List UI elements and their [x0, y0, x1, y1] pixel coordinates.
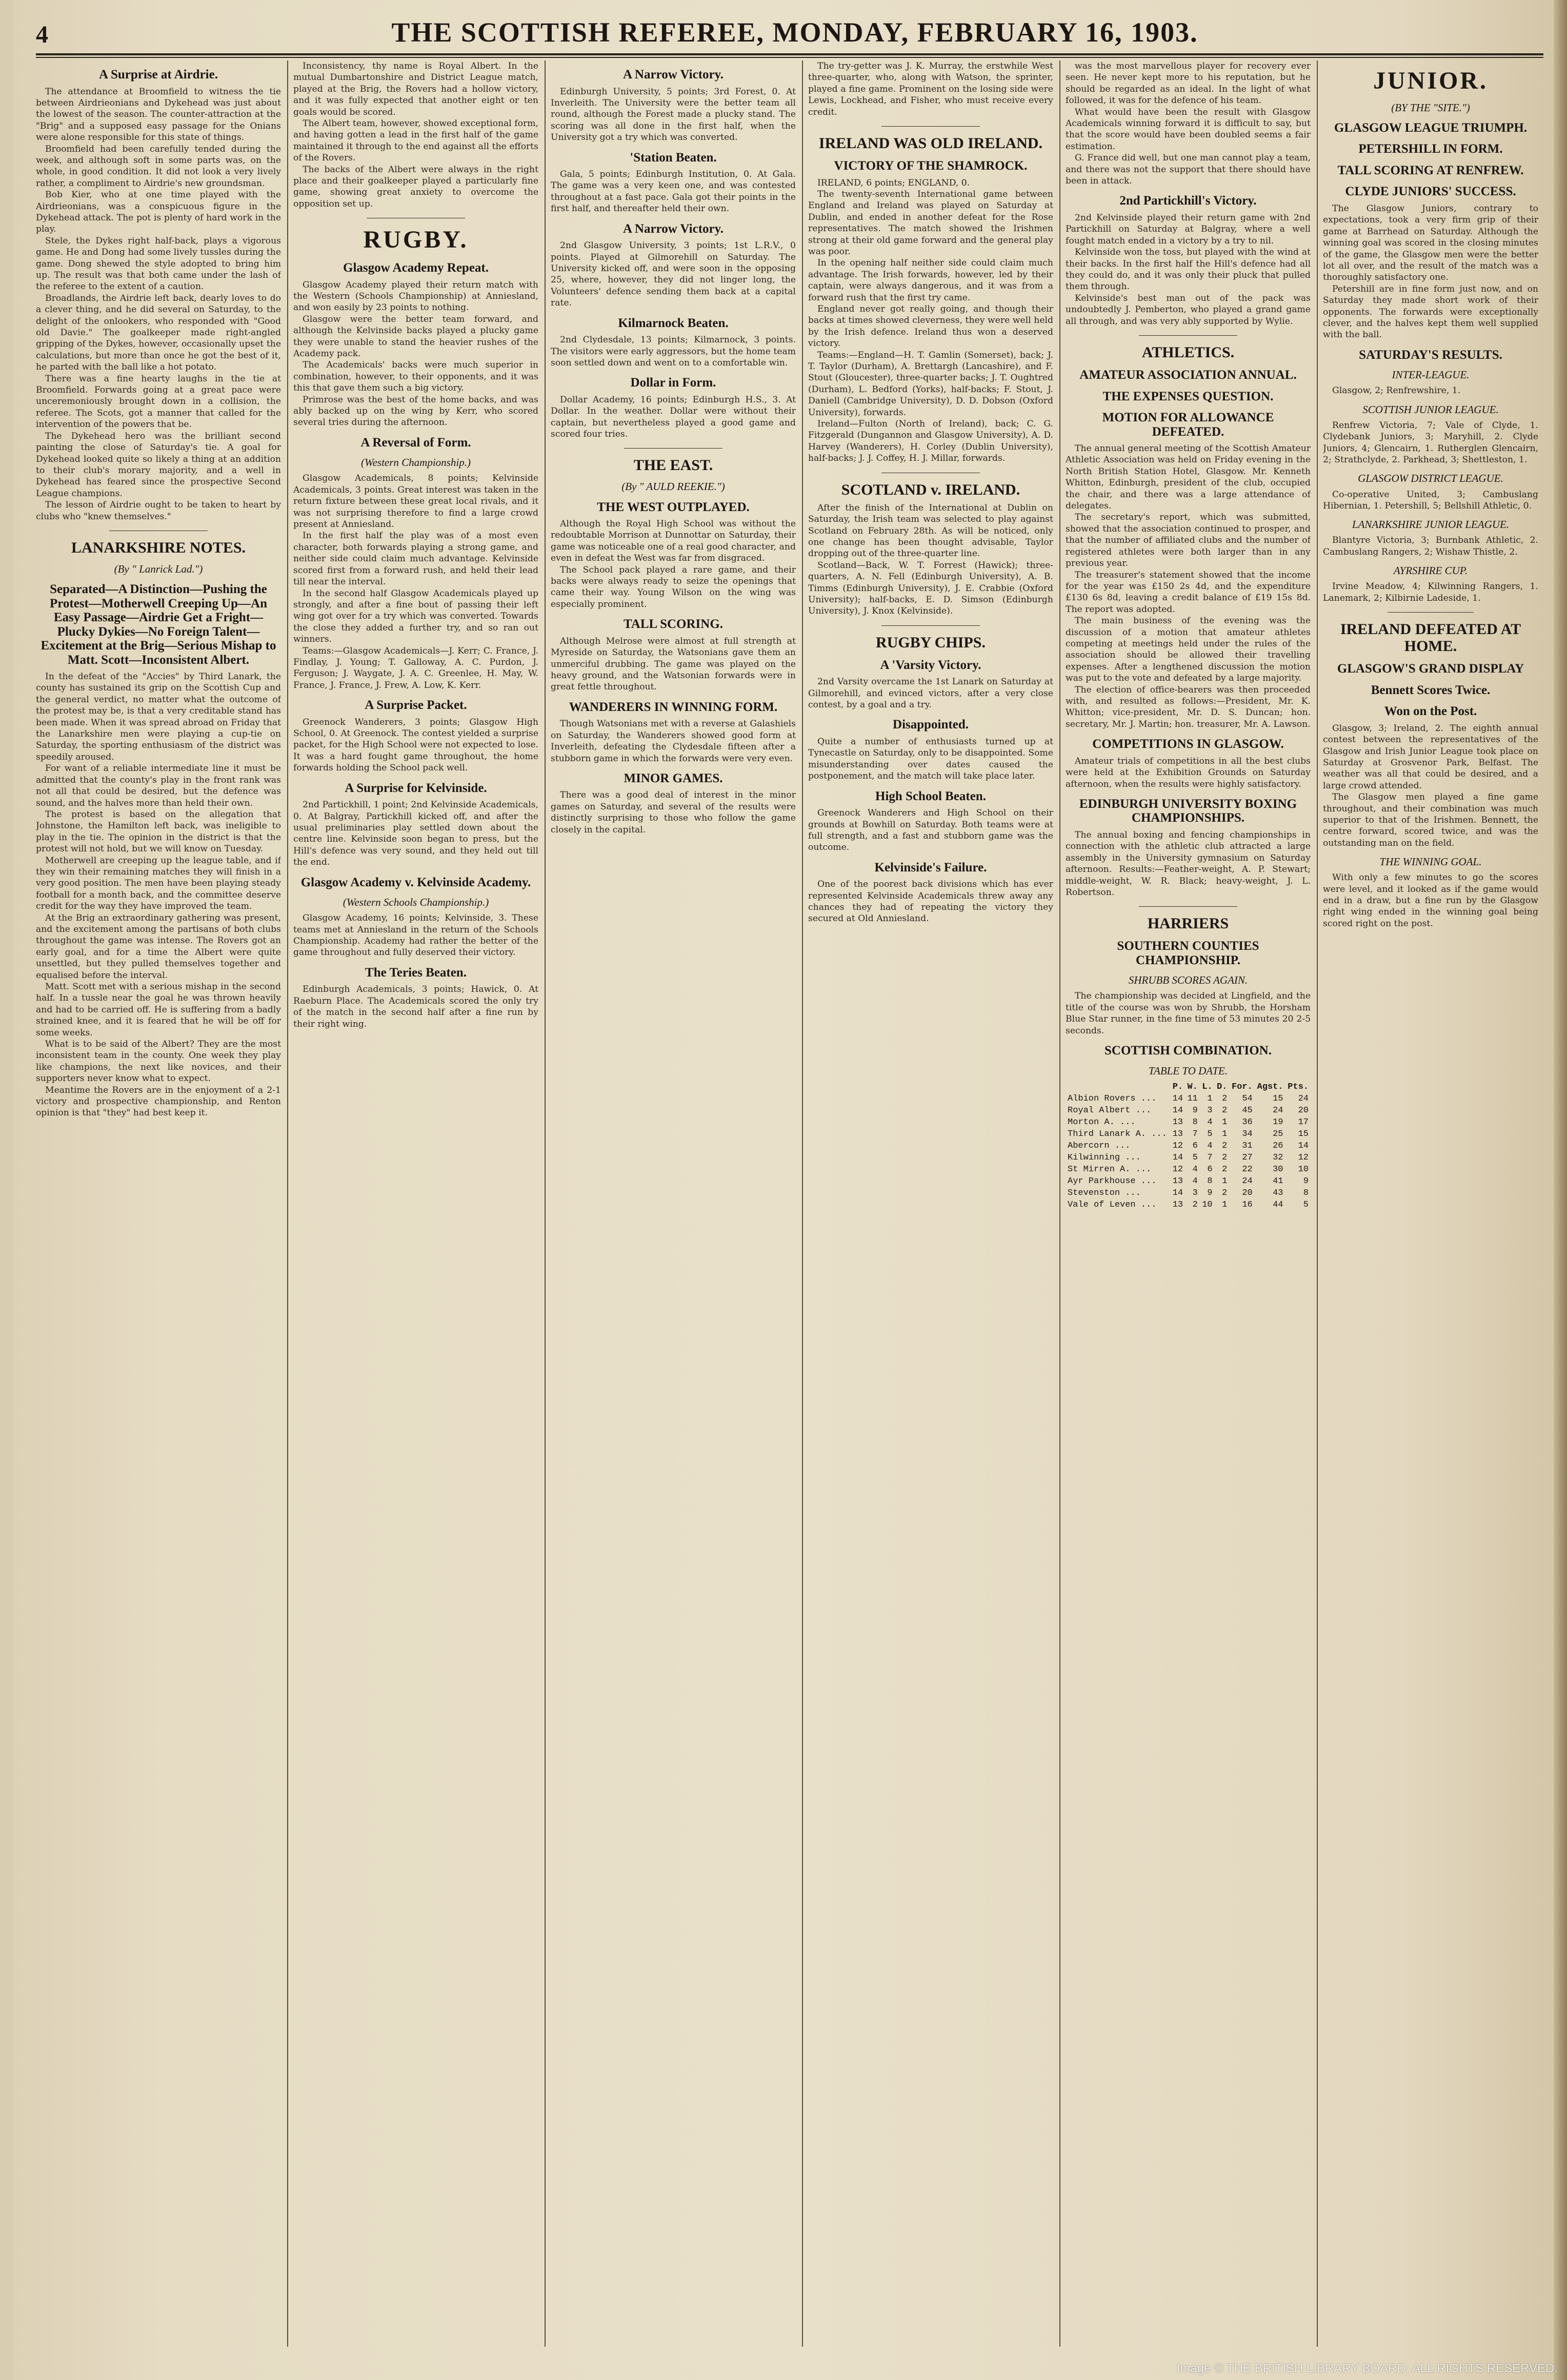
column-divider [1059, 60, 1060, 2347]
table-row [1066, 1152, 1311, 1164]
article-paragraph: Broomfield had been carefully tended during the week, and although soft in some parts was, on the whole, in good condition. It did not look a very lively rather, a compliment to Airdrie's new groundsman. [36, 144, 281, 189]
article-paragraph: Ireland—Fulton (North of Ireland), back; C. G. Fitzgerald (Dungannon and Glasgow University), A. D. Harvey (Wanderers), H. Corley (Dublin University), half-backs; J. J. Coffey, H. J. Millar, forwards. [808, 419, 1053, 464]
article-paragraph: What would have been the result with Glasgow Academicals winning forward it is difficult to say, but that the score would have been doubled seems a fair estimation. [1066, 107, 1311, 152]
article-heading: TALL SCORING. [623, 617, 724, 632]
table-cell: 54 [1242, 1093, 1253, 1104]
article-paragraph: The lesson of Airdrie ought to be taken to heart by clubs who "knew themselves." [36, 500, 281, 522]
article-heading: SATURDAY'S RESULTS. [1359, 348, 1502, 362]
article-paragraph: Renfrew Victoria, 7; Vale of Clyde, 1. Clydebank Juniors, 3; Maryhill, 2. Clyde Juniors, 4; Glencairn, 1. Rutherglen Glencairn, 2; Strathclyde, 2. Parkhead, 3; Shettleston, 1. [1323, 420, 1538, 465]
table-cell: 1 [1222, 1129, 1228, 1139]
table-cell: 9 [1192, 1105, 1198, 1115]
section-divider [881, 126, 979, 127]
article-heading: Kelvinside's Failure. [874, 860, 987, 874]
table-cell: Kilwinning ... [1068, 1152, 1141, 1163]
article-heading: THE EAST. [633, 457, 713, 474]
article-paragraph: The championship was decided at Lingfield, and the title of the course was won by Shrubb, the Horsham Blue Star runner, in the fine time of 53 minutes 20 2-5 seconds. [1066, 991, 1311, 1036]
table-cell: 5 [1303, 1199, 1309, 1210]
article-paragraph: Quite a number of enthusiasts turned up at Tynecastle on Saturday, only to be disappointed. Some misunderstanding over dates caused the postponement, and the match will take place later. [808, 736, 1053, 782]
article-paragraph: Dollar Academy, 16 points; Edinburgh H.S., 3. At Dollar. In the weather. Dollar were without their captain, but nevertheless played a good game and scored four tries. [551, 394, 796, 440]
table-cell: Albion Rovers ... [1068, 1093, 1157, 1104]
table-cell: 9 [1303, 1176, 1309, 1186]
table-cell: 24 [1273, 1105, 1283, 1115]
table-cell: 14 [1172, 1105, 1183, 1115]
table-cell: 9 [1207, 1188, 1213, 1198]
table-cell: 1 [1222, 1176, 1228, 1186]
article-heading: A Surprise for Kelvinside. [345, 781, 487, 795]
article-heading: (Western Schools Championship.) [343, 896, 489, 909]
article-heading: GLASGOW'S GRAND DISPLAY [1337, 662, 1524, 676]
article-heading: WANDERERS IN WINNING FORM. [569, 700, 778, 714]
table-cell: 8 [1303, 1188, 1309, 1198]
table-cell: 20 [1242, 1188, 1253, 1198]
article-heading: High School Beaten. [875, 789, 986, 803]
table-cell: 27 [1242, 1152, 1253, 1163]
table-cell: Vale of Leven ... [1068, 1199, 1157, 1210]
table-cell: 2 [1222, 1152, 1228, 1163]
article-heading: A Narrow Victory. [622, 221, 724, 236]
masthead-rule [36, 53, 1543, 55]
table-cell: 26 [1273, 1141, 1283, 1151]
article-heading: AMATEUR ASSOCIATION ANNUAL. [1079, 368, 1297, 382]
masthead-rule-thin [36, 57, 1543, 58]
article-heading: LANARKSHIRE NOTES. [71, 539, 246, 556]
column-5 [1066, 60, 1311, 2347]
table-cell: 41 [1273, 1176, 1283, 1186]
article-paragraph: The try-getter was J. K. Murray, the erstwhile West three-quarter, who, along with Watson, the sprinter, played a fine game. Prominent on the losing side were Lewis, Lockhead, and Fisher, who must receive every credit. [808, 61, 1053, 117]
article-heading: INTER-LEAGUE. [1392, 369, 1470, 381]
table-cell: 14 [1172, 1152, 1183, 1163]
article-heading: CLYDE JUNIORS' SUCCESS. [1345, 185, 1516, 199]
article-paragraph: What is to be said of the Albert? They are the most inconsistent team in the county. One week they play like champions, the next like novices, and their supporters never know what to expect. [36, 1039, 281, 1084]
table-cell: 2 [1222, 1164, 1228, 1174]
article-heading: A 'Varsity Victory. [880, 658, 981, 672]
article-heading: LANARKSHIRE JUNIOR LEAGUE. [1352, 518, 1510, 531]
article-paragraph: At the Brig an extraordinary gathering was present, and the excitement among the partisans of both clubs throughout the game was intense. The Rovers got an early goal, and for a time the Albert were quite unsettled, but they pulled themselves together and equalised before the interval. [36, 912, 281, 981]
table-cell: 17 [1298, 1117, 1309, 1127]
article-heading: A Surprise Packet. [365, 698, 467, 713]
article-paragraph: The treasurer's statement showed that the income for the year was £150 2s 4d, and the expenditure £130 6s 8d, leaving a credit balance of £19 15s 8d. The report was adopted. [1066, 569, 1311, 615]
article-paragraph: In the second half Glasgow Academicals played up strongly, and after a fine bout of passing their left wing got over for a try which was converted. Towards the close they added a further try, and so ran out winners. [293, 588, 538, 645]
league-table-column-header: Pts. [1288, 1082, 1309, 1092]
article-paragraph: Greenock Wanderers, 3 points; Glasgow High School, 0. At Greenock. The contest yielded a surprise packet, for the High School were not expected to lose. It was a hard fought game throughout, the home forwards holding the School pack well. [293, 717, 538, 774]
article-heading: Won on the Post. [1384, 704, 1477, 719]
article-heading: SOUTHERN COUNTIES CHAMPIONSHIP. [1117, 939, 1259, 967]
table-cell: 15 [1273, 1093, 1283, 1104]
article-paragraph: 2nd Clydesdale, 13 points; Kilmarnock, 3 points. The visitors were early aggressors, but the home team soon settled down and went on to a comfortable win. [551, 335, 796, 368]
article-paragraph: Glasgow Academy played their return match with the Western (Schools Championship) at Anniesland, and won easily by 23 points to nothing. [293, 279, 538, 313]
article-heading: Separated—A Distinction—Pushing the Protest—Motherwell Creeping Up—An Easy Passage—Airdrie Get a Fright—Plucky Dykies—No Foreign Talent—Excitement at the Brig—Serious Mishap to Matt. Scott—Inconsistent Albert. [41, 582, 276, 667]
table-cell: Morton A. ... [1068, 1117, 1136, 1127]
article-paragraph: G. France did well, but one man cannot play a team, and there was not the support that there should have been in attack. [1066, 153, 1311, 187]
table-cell: 7 [1207, 1152, 1213, 1163]
table-cell: 10 [1298, 1164, 1309, 1174]
table-cell: 3 [1192, 1188, 1198, 1198]
article-paragraph: Greenock Wanderers and High School on their grounds at Bowhill on Saturday. Both teams were at full strength, and a fast and stubborn game was the outcome. [808, 808, 1053, 853]
table-cell: 2 [1222, 1105, 1228, 1115]
column-3 [551, 60, 796, 2347]
table-cell: 14 [1298, 1141, 1309, 1151]
table-cell: 6 [1192, 1141, 1198, 1151]
article-paragraph: 2nd Partickhill, 1 point; 2nd Kelvinside Academicals, 0. At Balgray, Partickhill kicked off, and after the usual preliminaries play settled down about the centre line. Kelvinside soon began to press, but the Hill's defence was very sound, and they held out till the end. [293, 800, 538, 868]
article-paragraph: 2nd Glasgow University, 3 points; 1st L.R.V., 0 points. Played at Gilmorehill on Saturday. The University kicked off, and were soon in the opposing 25, where, however, they did not linger long, the Volunteers' defence sending them back at a capital rate. [551, 240, 796, 309]
table-cell: 13 [1172, 1199, 1183, 1210]
table-cell: 1 [1222, 1117, 1228, 1127]
column-divider [545, 60, 546, 2347]
article-paragraph: Glasgow Academicals, 8 points; Kelvinside Academicals, 3 points. Great interest was taken in the return fixture between these great local rivals, and it was not surprising therefore to find a large crowd present at Anniesland. [293, 473, 538, 530]
article-paragraph: Kelvinside's best man out of the pack was undoubtedly J. Pemberton, who played a grand game all through, and was very ably supported by Wylie. [1066, 293, 1311, 327]
article-paragraph: England never got really going, and though their backs at times showed cleverness, they were well held by the Irish defence. Ireland thus won a deserved victory. [808, 304, 1053, 349]
article-paragraph: The annual general meeting of the Scottish Amateur Athletic Association was held on Friday evening in the North British Station Hotel, Glasgow. Mr. Kenneth Whitton, Edinburgh, president of the club, occupied the chair, and there was a large attendance of delegates. [1066, 443, 1311, 512]
table-cell: 25 [1273, 1129, 1283, 1139]
article-paragraph: The twenty-seventh International game between England and Ireland was played on Saturday at Dublin, and ended in another defeat for the Rose representatives. The match showed the Irishmen strong at their old game forward and the general play was poor. [808, 189, 1053, 257]
article-paragraph: In the defeat of the "Accies" by Third Lanark, the county has sustained its grip on the Scottish Cup and the general verdict, no matter what the outcome of the protest may be, is that a very creditable stand has been made. When it was spread abroad on Friday that the Lanarkshire men were playing a cup-tie on Saturday, the sporting enthusiasm of the district was speedily aroused. [36, 672, 281, 762]
article-paragraph: The Academicals' backs were much superior in combination, however, to their opponents, and it was this that gave them such a big victory. [293, 360, 538, 394]
table-cell: 4 [1192, 1176, 1198, 1186]
table-cell: 4 [1207, 1141, 1213, 1151]
section-divider [624, 448, 722, 449]
column-divider [802, 60, 803, 2347]
article-paragraph: 2nd Kelvinside played their return game with 2nd Partickhill on Saturday at Balgray, where a well fought match ended in a victory by a try to nil. [1066, 212, 1311, 246]
article-heading: SCOTLAND v. IRELAND. [841, 481, 1020, 498]
article-paragraph: The Dykehead hero was the brilliant second painting the close of Saturday's tie. A goal for Dykehead looked quite so likely a thing at an addition to their club's morary majority, and a well in Dykehead has feared since the prospective Second League champions. [36, 431, 281, 499]
article-heading: (By " AULD REEKIE.") [621, 480, 725, 493]
column-divider [287, 60, 288, 2347]
table-cell: 6 [1207, 1164, 1213, 1174]
column-2 [293, 60, 538, 2347]
article-paragraph: The protest is based on the allegation that Johnstone, the Hamilton left back, was ineligible to play in the tie. The opinion in the district is that the protest will not hold, but we will know on Tuesday. [36, 809, 281, 855]
table-cell: 16 [1242, 1199, 1253, 1210]
article-heading: A Surprise at Airdrie. [99, 68, 218, 82]
article-paragraph: Edinburgh Academicals, 3 points; Hawick, 0. At Raeburn Place. The Academicals scored the only try of the match in the second half after a fine run by their right wing. [293, 984, 538, 1029]
table-cell: 12 [1172, 1164, 1183, 1174]
article-paragraph: Inconsistency, thy name is Royal Albert. In the mutual Dumbartonshire and District League match, played at the Brig, the Rovers had a hollow victory, and it was fully expected that another eight or ten goals would be scored. [293, 61, 538, 117]
table-cell: 43 [1273, 1188, 1283, 1198]
table-cell: Stevenston ... [1068, 1188, 1141, 1198]
article-paragraph: In the first half the play was of a most even character, both forwards playing a strong game, and neither side could claim much advantage. Kelvinside scored first from a forward rush, and held their lead till near the interval. [293, 531, 538, 587]
table-row [1066, 1164, 1311, 1175]
table-cell: 34 [1242, 1129, 1253, 1139]
article-paragraph: The annual boxing and fencing championships in connection with the athletic club attracted a large assembly in the University gymnasium on Saturday afternoon. Results:—Feather-weight, A. P. Stewart; middle-weight, W. R. Black; heavy-weight, J. L. Robertson. [1066, 829, 1311, 898]
league-table [1066, 1081, 1311, 1211]
article-paragraph: Primrose was the best of the home backs, and was ably backed up on the wing by Kerr, who scored several tries during the afternoon. [293, 394, 538, 428]
masthead [36, 16, 1554, 52]
article-paragraph: Matt. Scott met with a serious mishap in the second half. In a tussle near the goal he was thrown heavily and had to be carried off. He is suffering from a badly strained knee, and it is feared that he will be off for some weeks. [36, 982, 281, 1038]
article-heading: (BY THE "SITE.") [1391, 101, 1470, 114]
article-paragraph: The election of office-bearers was then proceeded with, and resulted as follows:—President, Mr. K. Whitton; vice-president, Mr. D. S. Duncan; hon. secretary, Mr. J. Martin; hon. treasurer, Mr. A. Lawson. [1066, 684, 1311, 729]
article-paragraph: Glasgow, 3; Ireland, 2. The eighth annual contest between the representatives of the Glasgow and Irish Junior League took place on Saturday at Grosvenor Park, Belfast. The weather was all that could be desired, and a large crowd attended. [1323, 723, 1538, 791]
league-table-column-header: Agst. [1257, 1082, 1283, 1092]
table-row [1066, 1140, 1311, 1152]
article-paragraph: was the most marvellous player for recovery ever seen. He never kept more to his reputation, but he should be regarded as an ideal. In the light of what followed, it was for the defence of his team. [1066, 61, 1311, 106]
article-paragraph: The Glasgow men played a fine game throughout, and their combination was much superior to that of the Irishmen. Bennett, the centre forward, scored twice, and was the outstanding man on the field. [1323, 792, 1538, 848]
table-row [1066, 1187, 1311, 1199]
section-divider [881, 625, 979, 626]
article-heading: VICTORY OF THE SHAMROCK. [834, 159, 1028, 173]
league-table-column-header: W. [1187, 1082, 1198, 1092]
article-heading: HARRIERS [1147, 915, 1229, 932]
column-divider [1317, 60, 1318, 2347]
article-heading: (By " Lanrick Lad.") [114, 562, 203, 575]
article-heading: Kilmarnock Beaten. [618, 316, 729, 330]
article-heading: EDINBURGH UNIVERSITY BOXING CHAMPIONSHIPS. [1079, 797, 1297, 825]
article-paragraph: Although Melrose were almost at full strength at Myreside on Saturday, the Watsonians gave them an unmerciful drubbing. The game was played on the heavy ground, and the Watsonian forwards were in great fettle throughout. [551, 636, 796, 693]
article-paragraph: The main business of the evening was the discussion of a motion that amateur athletes competing at meetings held under the rules of the association should be allowed their travelling expenses. After a lengthened discussion the motion was put to the vote and defeated by a large majority. [1066, 616, 1311, 684]
copyright-watermark: Image © THE BRITISH LIBRARY BOARD. ALL RIGHTS RESERVED. [1176, 2362, 1558, 2375]
article-paragraph: Kelvinside won the toss, but played with the wind at their backs. In the first half the Hill's defence had all they could do, and it was only their pluck that pulled them through. [1066, 247, 1311, 292]
article-heading: MINOR GAMES. [624, 771, 723, 785]
table-cell: 31 [1242, 1141, 1253, 1151]
article-paragraph: Petershill are in fine form just now, and on Saturday they made short work of their opponents. The forwards were exceptionally clever, and the halves kept them well supplied with the ball. [1323, 283, 1538, 340]
article-heading: RUGBY. [363, 226, 469, 254]
article-heading: THE EXPENSES QUESTION. [1102, 389, 1274, 403]
article-heading: RUGBY CHIPS. [876, 634, 986, 651]
article-heading: GLASGOW LEAGUE TRIUMPH. [1334, 120, 1528, 135]
article-heading: PETERSHILL IN FORM. [1358, 142, 1503, 156]
article-paragraph: Teams:—England—H. T. Gamlin (Somerset), back; J. T. Taylor (Durham), A. Brettargh (Lancashire), and F. Stout (Gloucester), three-quarter backs; J. T. Oughtred (Durham), L. Bedford (Yorks), half-backs; F. Stout, J. Daniell (Cambridge University), D. D. Dobson (Oxford University), forwards. [808, 350, 1053, 418]
article-paragraph: With only a few minutes to go the scores were level, and it looked as if the game would end in a draw, but a fine run by the Glasgow right wing ended in the winning goal being scored right on the post. [1323, 872, 1538, 929]
article-paragraph: There was a good deal of interest in the minor games on Saturday, and several of the results were distinctly surprising to those who follow the game closely in the capital. [551, 790, 796, 835]
article-paragraph: Scotland—Back, W. T. Forrest (Hawick); three-quarters, A. N. Fell (Edinburgh University), A. B. Timms (Edinburgh University), J. E. Crabbie (Oxford University); half-backs, E. D. Simson (Edinburgh University), J. Knox (Kelvinside). [808, 560, 1053, 617]
article-paragraph: The Glasgow Juniors, contrary to expectations, took a very firm grip of their game at Barrhead on Saturday. Although the winning goal was scored in the closing minutes of the game, the Glasgow men were the better lot all over, and the result of the match was a thoroughly satisfactory one. [1323, 203, 1538, 283]
article-heading: COMPETITIONS IN GLASGOW. [1092, 737, 1284, 751]
table-row [1066, 1105, 1311, 1116]
article-paragraph: Glasgow, 2; Renfrewshire, 1. [1332, 385, 1461, 396]
article-paragraph: Motherwell are creeping up the league table, and if they win their remaining matches they will finish in a very good position. The men have been playing steady football for a month back, and the committee deserve credit for the way they have improved the team. [36, 855, 281, 912]
table-cell: 5 [1192, 1152, 1198, 1163]
table-cell: 2 [1192, 1199, 1198, 1210]
table-cell: 2 [1222, 1188, 1228, 1198]
table-cell: 13 [1172, 1129, 1183, 1139]
table-cell: 2 [1222, 1093, 1228, 1104]
table-cell: Abercorn ... [1068, 1141, 1131, 1151]
article-heading: Bennett Scores Twice. [1371, 683, 1491, 697]
table-cell: 8 [1192, 1117, 1198, 1127]
table-cell: Ayr Parkhouse ... [1068, 1176, 1157, 1186]
article-paragraph: Glasgow were the better team forward, and although the Kelvinside backs played a plucky game they were unable to stand the heavier rushes of the Academy pack. [293, 314, 538, 359]
article-paragraph: The attendance at Broomfield to witness the tie between Airdrieonians and Dykehead was just about the lowest of the season. The counter-attraction at the "Brig" and a supposed easy passage for the Onians were alone responsible for this state of things. [36, 86, 281, 143]
article-paragraph: Gala, 5 points; Edinburgh Institution, 0. At Gala. The game was a very keen one, and was contested throughout at a fast pace. Gala got their points in the first half, and thereafter held their own. [551, 169, 796, 214]
article-paragraph: Blantyre Victoria, 3; Burnbank Athletic, 2. Cambuslang Rangers, 2; Wishaw Thistle, 2. [1323, 535, 1538, 557]
table-cell: 2 [1222, 1141, 1228, 1151]
article-paragraph: The secretary's report, which was submitted, showed that the association continued to prosper, and that the number of affiliated clubs and the number of registered athletes were both larger than in any previous year. [1066, 512, 1311, 569]
table-cell: 14 [1172, 1093, 1183, 1104]
article-heading: IRELAND WAS OLD IRELAND. [818, 135, 1043, 152]
table-row [1066, 1175, 1311, 1187]
article-heading: Disappointed. [893, 718, 969, 732]
article-paragraph: The backs of the Albert were always in the right place and their goalkeeper played a particularly fine game, showing great anxiety to overcome the opposition set up. [293, 164, 538, 209]
table-cell: 36 [1242, 1117, 1253, 1127]
article-heading: ATHLETICS. [1141, 344, 1235, 361]
table-cell: 8 [1207, 1176, 1213, 1186]
table-cell: 1 [1207, 1093, 1213, 1104]
table-cell: 24 [1298, 1093, 1309, 1104]
table-row [1066, 1199, 1311, 1211]
table-cell: 13 [1172, 1117, 1183, 1127]
column-4 [808, 60, 1053, 2347]
article-paragraph: There was a fine hearty laughs in the tie at Broomfield. Forwards going at a great pace were unceremoniously brought down in a collision, the referee. The Scots, got a manner that called for the intervention of the powers that be. [36, 373, 281, 430]
article-paragraph: In the opening half neither side could claim much advantage. The Irish forwards, however, led by their captain, were always dangerous, and it was from a forward rush that the first try came. [808, 258, 1053, 303]
article-paragraph: Co-operative United, 3; Cambuslang Hibernian, 1. Petershill, 5; Bellshill Athletic, 0. [1323, 489, 1538, 511]
article-paragraph: The Albert team, however, showed exceptional form, and having gotten a lead in the first half of the game maintained it through to the end against all the efforts of the Rovers. [293, 118, 538, 164]
table-cell: 15 [1298, 1129, 1309, 1139]
table-cell: 19 [1273, 1117, 1283, 1127]
table-cell: 3 [1207, 1105, 1213, 1115]
article-heading: 2nd Partickhill's Victory. [1119, 194, 1257, 208]
article-heading: THE WEST OUTPLAYED. [597, 500, 750, 514]
article-paragraph: Teams:—Glasgow Academicals—J. Kerr; C. France, J. Findlay, J. Young; T. Galloway, A. C. Purdon, J. Ferguson; J. Waygate, J. A. C. Greenlee, H. May, W. France, J. France, J. Frew, A. Low, K. Kerr. [293, 645, 538, 690]
article-heading: 'Station Beaten. [630, 150, 717, 165]
article-paragraph: Though Watsonians met with a reverse at Galashiels on Saturday, the Wanderers showed good form at Inverleith, defeating the Clydesdale fifteen after a stubborn game in which the forwards were very even. [551, 719, 796, 764]
table-cell: Third Lanark A. ... [1068, 1129, 1167, 1139]
article-paragraph: Meantime the Rovers are in the enjoyment of a 2-1 victory and prospective championship, and Renton opinion is that "they" had best keep it. [36, 1085, 281, 1118]
article-paragraph: Broadlands, the Airdrie left back, dearly loves to do a clever thing, and he did several on Saturday, to the delight of the onlookers, who responded with "Good old Davie." The goalkeeper made right-angled gripping of the Dykes, however, occasionally upset the calculations, but more than once he got the best of it, he parted with the ball like a hot potato. [36, 293, 281, 373]
league-table-column-header: L. [1202, 1082, 1213, 1092]
table-cell: 30 [1273, 1164, 1283, 1174]
article-heading: SHRUBB SCORES AGAIN. [1128, 974, 1248, 987]
article-heading: JUNIOR. [1373, 67, 1488, 94]
section-divider [1388, 612, 1474, 613]
table-cell: 4 [1192, 1164, 1198, 1174]
article-heading: TALL SCORING AT RENFREW. [1337, 163, 1524, 177]
article-paragraph: One of the poorest back divisions which has ever represented Kelvinside Academicals threw away any chances they had of repeating the victory they secured at Old Anniesland. [808, 879, 1053, 924]
article-paragraph: Although the Royal High School was without the redoubtable Morrison at Dunnottar on Saturday, their game was noticeable one of a real good character, and even in defeat the West was far from disgraced. [551, 519, 796, 564]
article-paragraph: Irvine Meadow, 4; Kilwinning Rangers, 1. Lanemark, 2; Kilbirnie Ladeside, 1. [1323, 581, 1538, 603]
table-cell: 5 [1207, 1129, 1213, 1139]
league-table-column-header: For. [1231, 1082, 1253, 1092]
article-paragraph: Glasgow Academy, 16 points; Kelvinside, 3. These teams met at Anniesland in the return of the Schools Championship. Academy had rather the better of the game throughout and fully deserved their victory. [293, 913, 538, 958]
article-heading: A Reversal of Form. [360, 435, 471, 450]
article-paragraph: 2nd Varsity overcame the 1st Lanark on Saturday at Gilmorehill, and evinced victors, after a very close contest, by a goal and a try. [808, 677, 1053, 710]
article-paragraph: The School pack played a rare game, and their backs were always ready to seize the openings that came their way. Young Wilson on the wing was especially prominent. [551, 564, 796, 609]
article-paragraph: Bob Kier, who at one time played with the Airdrieonians, was a conspicuous figure in the Dykehead attack. The pot is plenty of hard work in the play. [36, 190, 281, 235]
page-number: 4 [36, 21, 48, 48]
article-heading: GLASGOW DISTRICT LEAGUE. [1358, 472, 1503, 485]
article-heading: Glasgow Academy Repeat. [343, 261, 489, 275]
section-divider [1139, 335, 1237, 336]
league-table-column-header: P. [1172, 1082, 1183, 1092]
article-heading: The Teries Beaten. [365, 965, 467, 980]
article-heading: Dollar in Form. [630, 376, 716, 390]
table-row [1066, 1116, 1311, 1128]
article-heading: AYRSHIRE CUP. [1393, 564, 1468, 577]
page-edge-shadow [1554, 0, 1567, 2380]
table-cell: 12 [1298, 1152, 1309, 1163]
table-cell: 32 [1273, 1152, 1283, 1163]
table-cell: 13 [1172, 1176, 1183, 1186]
column-1 [36, 60, 281, 2347]
article-heading: SCOTTISH JUNIOR LEAGUE. [1362, 403, 1499, 416]
table-row [1066, 1128, 1311, 1140]
article-paragraph: Stele, the Dykes right half-back, plays a vigorous game. He and Dong had some lively tussles during the game. Dong shewed the style adopted to bring him up. The result was that both came under the lash of the referee to the extent of a caution. [36, 235, 281, 292]
article-paragraph: Amateur trials of competitions in all the best clubs were held at the Exhibition Grounds on Saturday afternoon, when the results were highly satisfactory. [1066, 756, 1311, 789]
league-table-column-header: D. [1216, 1082, 1228, 1092]
newspaper-title: THE SCOTTISH REFEREE, MONDAY, FEBRUARY 16, 1903. [391, 17, 1198, 48]
table-cell: 10 [1202, 1199, 1213, 1210]
article-heading: MOTION FOR ALLOWANCE DEFEATED. [1102, 411, 1274, 439]
article-heading: TABLE TO DATE. [1148, 1064, 1228, 1077]
table-cell: 44 [1273, 1199, 1283, 1210]
article-heading: A Narrow Victory. [622, 68, 724, 82]
article-heading: THE WINNING GOAL. [1379, 856, 1482, 868]
column-6 [1323, 60, 1538, 2347]
article-paragraph: Edinburgh University, 5 points; 3rd Forest, 0. At Inverleith. The University were the better team all round, although the Forest made a plucky stand. The scoring was all done in the first half, when the University got a try which was converted. [551, 86, 796, 143]
table-row [1066, 1093, 1311, 1105]
article-heading: IRELAND DEFEATED AT HOME. [1340, 621, 1521, 655]
table-cell: 4 [1207, 1117, 1213, 1127]
table-cell: 11 [1187, 1093, 1198, 1104]
table-cell: 7 [1192, 1129, 1198, 1139]
article-heading: (Western Championship.) [361, 456, 471, 469]
article-paragraph: IRELAND, 6 points; ENGLAND, 0. [817, 177, 970, 188]
article-paragraph: For want of a reliable intermediate line it must be admitted that the county's play in the front rank was not all that could be desired, but the defence was sound, and the halves more than held their own. [36, 763, 281, 808]
table-cell: 12 [1172, 1141, 1183, 1151]
table-cell: St Mirren A. ... [1068, 1164, 1152, 1174]
table-cell: Royal Albert ... [1068, 1105, 1152, 1115]
table-cell: 24 [1242, 1176, 1253, 1186]
table-cell: 20 [1298, 1105, 1309, 1115]
article-heading: Glasgow Academy v. Kelvinside Academy. [300, 875, 531, 889]
table-cell: 22 [1242, 1164, 1253, 1174]
section-divider [1139, 906, 1237, 907]
article-paragraph: After the finish of the International at Dublin on Saturday, the Irish team was selected to play against Scotland on February 28th. As will be noticed, only one change has been thought advisable, Taylor dropping out of the three-quarter line. [808, 502, 1053, 559]
table-cell: 45 [1242, 1105, 1253, 1115]
table-cell: 14 [1172, 1188, 1183, 1198]
league-table-header [1066, 1081, 1311, 1093]
article-heading: SCOTTISH COMBINATION. [1104, 1044, 1272, 1058]
table-cell: 1 [1222, 1199, 1228, 1210]
league-table-column-header [1066, 1081, 1170, 1093]
